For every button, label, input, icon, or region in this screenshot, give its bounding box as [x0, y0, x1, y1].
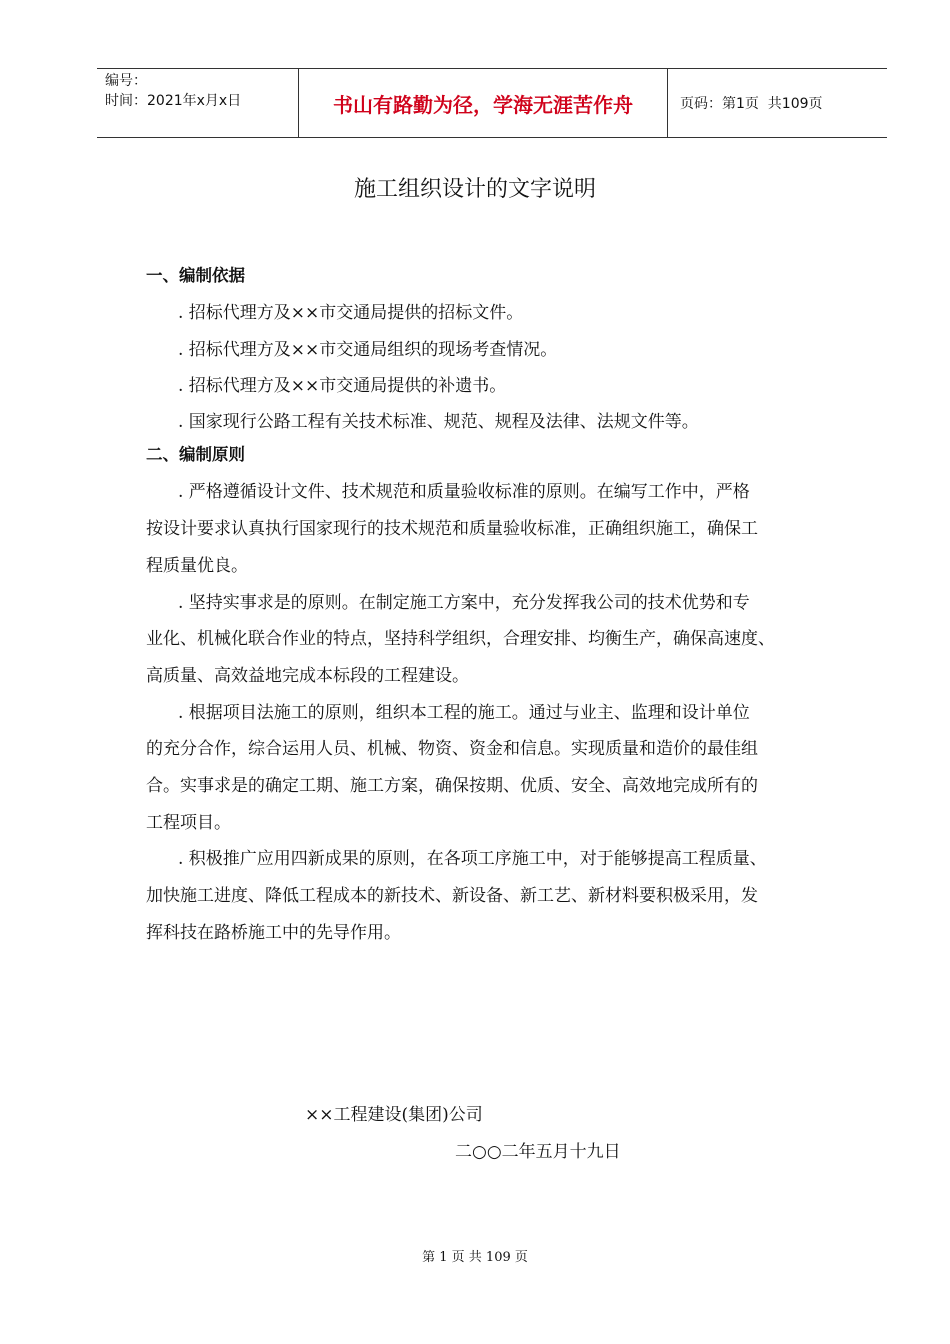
- paragraph-line: 合。实事求是的确定工期、施工方案，确保按期、优质、安全、高效地完成所有的: [146, 776, 758, 796]
- header-motto: 书山有路勤为径，学海无涯苦作舟: [333, 92, 633, 117]
- paragraph-line: . 严格遵循设计文件、技术规范和质量验收标准的原则。在编写工作中，严格: [178, 482, 750, 502]
- basis-item: . 招标代理方及××市交通局组织的现场考查情况。: [178, 340, 558, 360]
- header-page-info: [680, 69, 823, 137]
- paragraph-line: . 根据项目法施工的原则，组织本工程的施工。通过与业主、监理和设计单位: [178, 703, 750, 723]
- basis-item: . 国家现行公路工程有关技术标准、规范、规程及法律、法规文件等。: [178, 412, 699, 432]
- paragraph-line: 工程项目。: [146, 813, 231, 833]
- signature-company: ××工程建设(集团)公司: [305, 1105, 483, 1125]
- paragraph-line: . 坚持实事求是的原则。在制定施工方案中，充分发挥我公司的技术优势和专: [178, 593, 750, 613]
- page-footer: [0, 1246, 950, 1265]
- section-heading-basis: 一、编制依据: [146, 266, 245, 285]
- paragraph-line: 按设计要求认真执行国家现行的技术规范和质量验收标准，正确组织施工，确保工: [146, 519, 758, 539]
- basis-item: . 招标代理方及××市交通局提供的补遗书。: [178, 376, 507, 396]
- paragraph-line: . 积极推广应用四新成果的原则，在各项工序施工中，对于能够提高工程质量、: [178, 849, 767, 869]
- basis-item: . 招标代理方及××市交通局提供的招标文件。: [178, 303, 524, 323]
- document-title: 施工组织设计的文字说明: [353, 177, 596, 202]
- document-number-label: 编号：: [105, 73, 147, 89]
- paragraph-line: 加快施工进度、降低工程成本的新技术、新设备、新工艺、新材料要积极采用，发: [146, 886, 758, 906]
- paragraph-line: 挥科技在路桥施工中的先导作用。: [146, 923, 401, 943]
- header-page-info-text: 页码：第1页 共109页: [680, 96, 823, 112]
- page-header: [97, 68, 887, 138]
- document-time-label: 时间：2021年x月x日: [105, 93, 242, 109]
- paragraph-line: 的充分合作，综合运用人员、机械、物资、资金和信息。实现质量和造价的最佳组: [146, 739, 758, 759]
- header-meta: [105, 71, 300, 111]
- header-divider: [667, 69, 668, 137]
- section-heading-principles: 二、编制原则: [146, 445, 245, 464]
- paragraph-line: 程质量优良。: [146, 556, 248, 576]
- signature-date: 二○○二年五月十九日: [455, 1142, 621, 1162]
- paragraph-line: 业化、机械化联合作业的特点，坚持科学组织，合理安排、均衡生产，确保高速度、: [146, 629, 775, 649]
- paragraph-line: 高质量、高效益地完成本标段的工程建设。: [146, 666, 469, 686]
- footer-page-number: 第 1 页 共 109 页: [422, 1250, 528, 1265]
